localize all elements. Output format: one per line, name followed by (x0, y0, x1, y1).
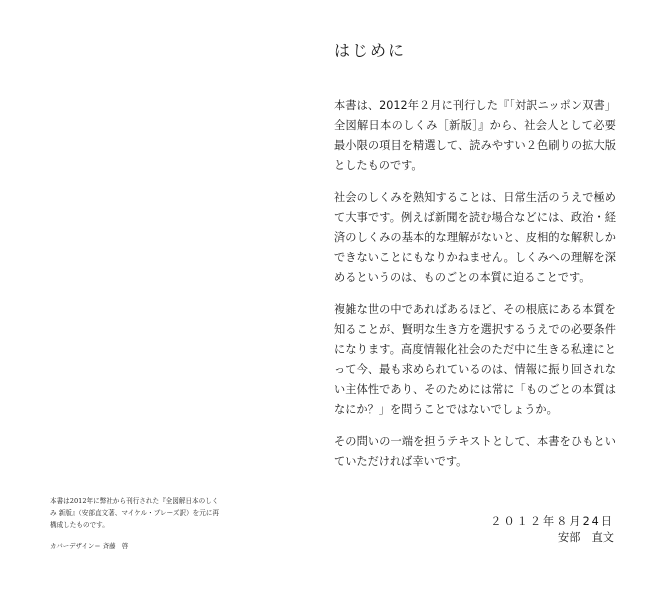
paragraph-2: 社会のしくみを熟知することは、日常生活のうえで極めて大事です。例えば新聞を読む場合などには、政治・経済のしくみの基本的な理解がないと、皮相的な解釈しかできないことにもなりかねません。しくみへの理解を深めるというのは、ものごとの本質に迫ることです。 (334, 191, 616, 284)
credit-note (50, 495, 220, 552)
main-body (334, 96, 616, 484)
signature-author: 安部 直文 (558, 531, 614, 544)
paragraph-1: 本書は、2012年２月に刊行した『「対訳ニッポン双書」全図解日本のしくみ［新版］』から、社会人として必要最小限の項目を精選して、読みやすい２色刷りの拡大版としたものです。 (334, 99, 616, 172)
signature-date: ２０１２年８月24日 (490, 515, 614, 528)
paragraph-3: 複雑な世の中であればあるほど、その根底にある本質を知ることが、賢明な生き方を選択するうえでの必要条件になります。高度情報化社会のただ中に生きる私達にとって今、最も求められているのは、情報に振り回されない主体性であり、そのためには常に「ものごとの本質はなにか？」を問うことではないでしょうか。 (334, 303, 616, 416)
credit-text: 本書は2012年に弊社から刊行された『全図解日本のしくみ 新版』（安部直文著、マイケル・ブレーズ訳）を元に再構成したものです。 (50, 497, 220, 529)
signature-block (490, 514, 614, 546)
page-title: はじめに (334, 41, 407, 60)
cover-design-credit: カバーデザイン＝ 斉藤 啓 (50, 542, 129, 550)
paragraph-4: その問いの一端を担うテキストとして、本書をひもといていただければ幸いです。 (334, 435, 616, 468)
